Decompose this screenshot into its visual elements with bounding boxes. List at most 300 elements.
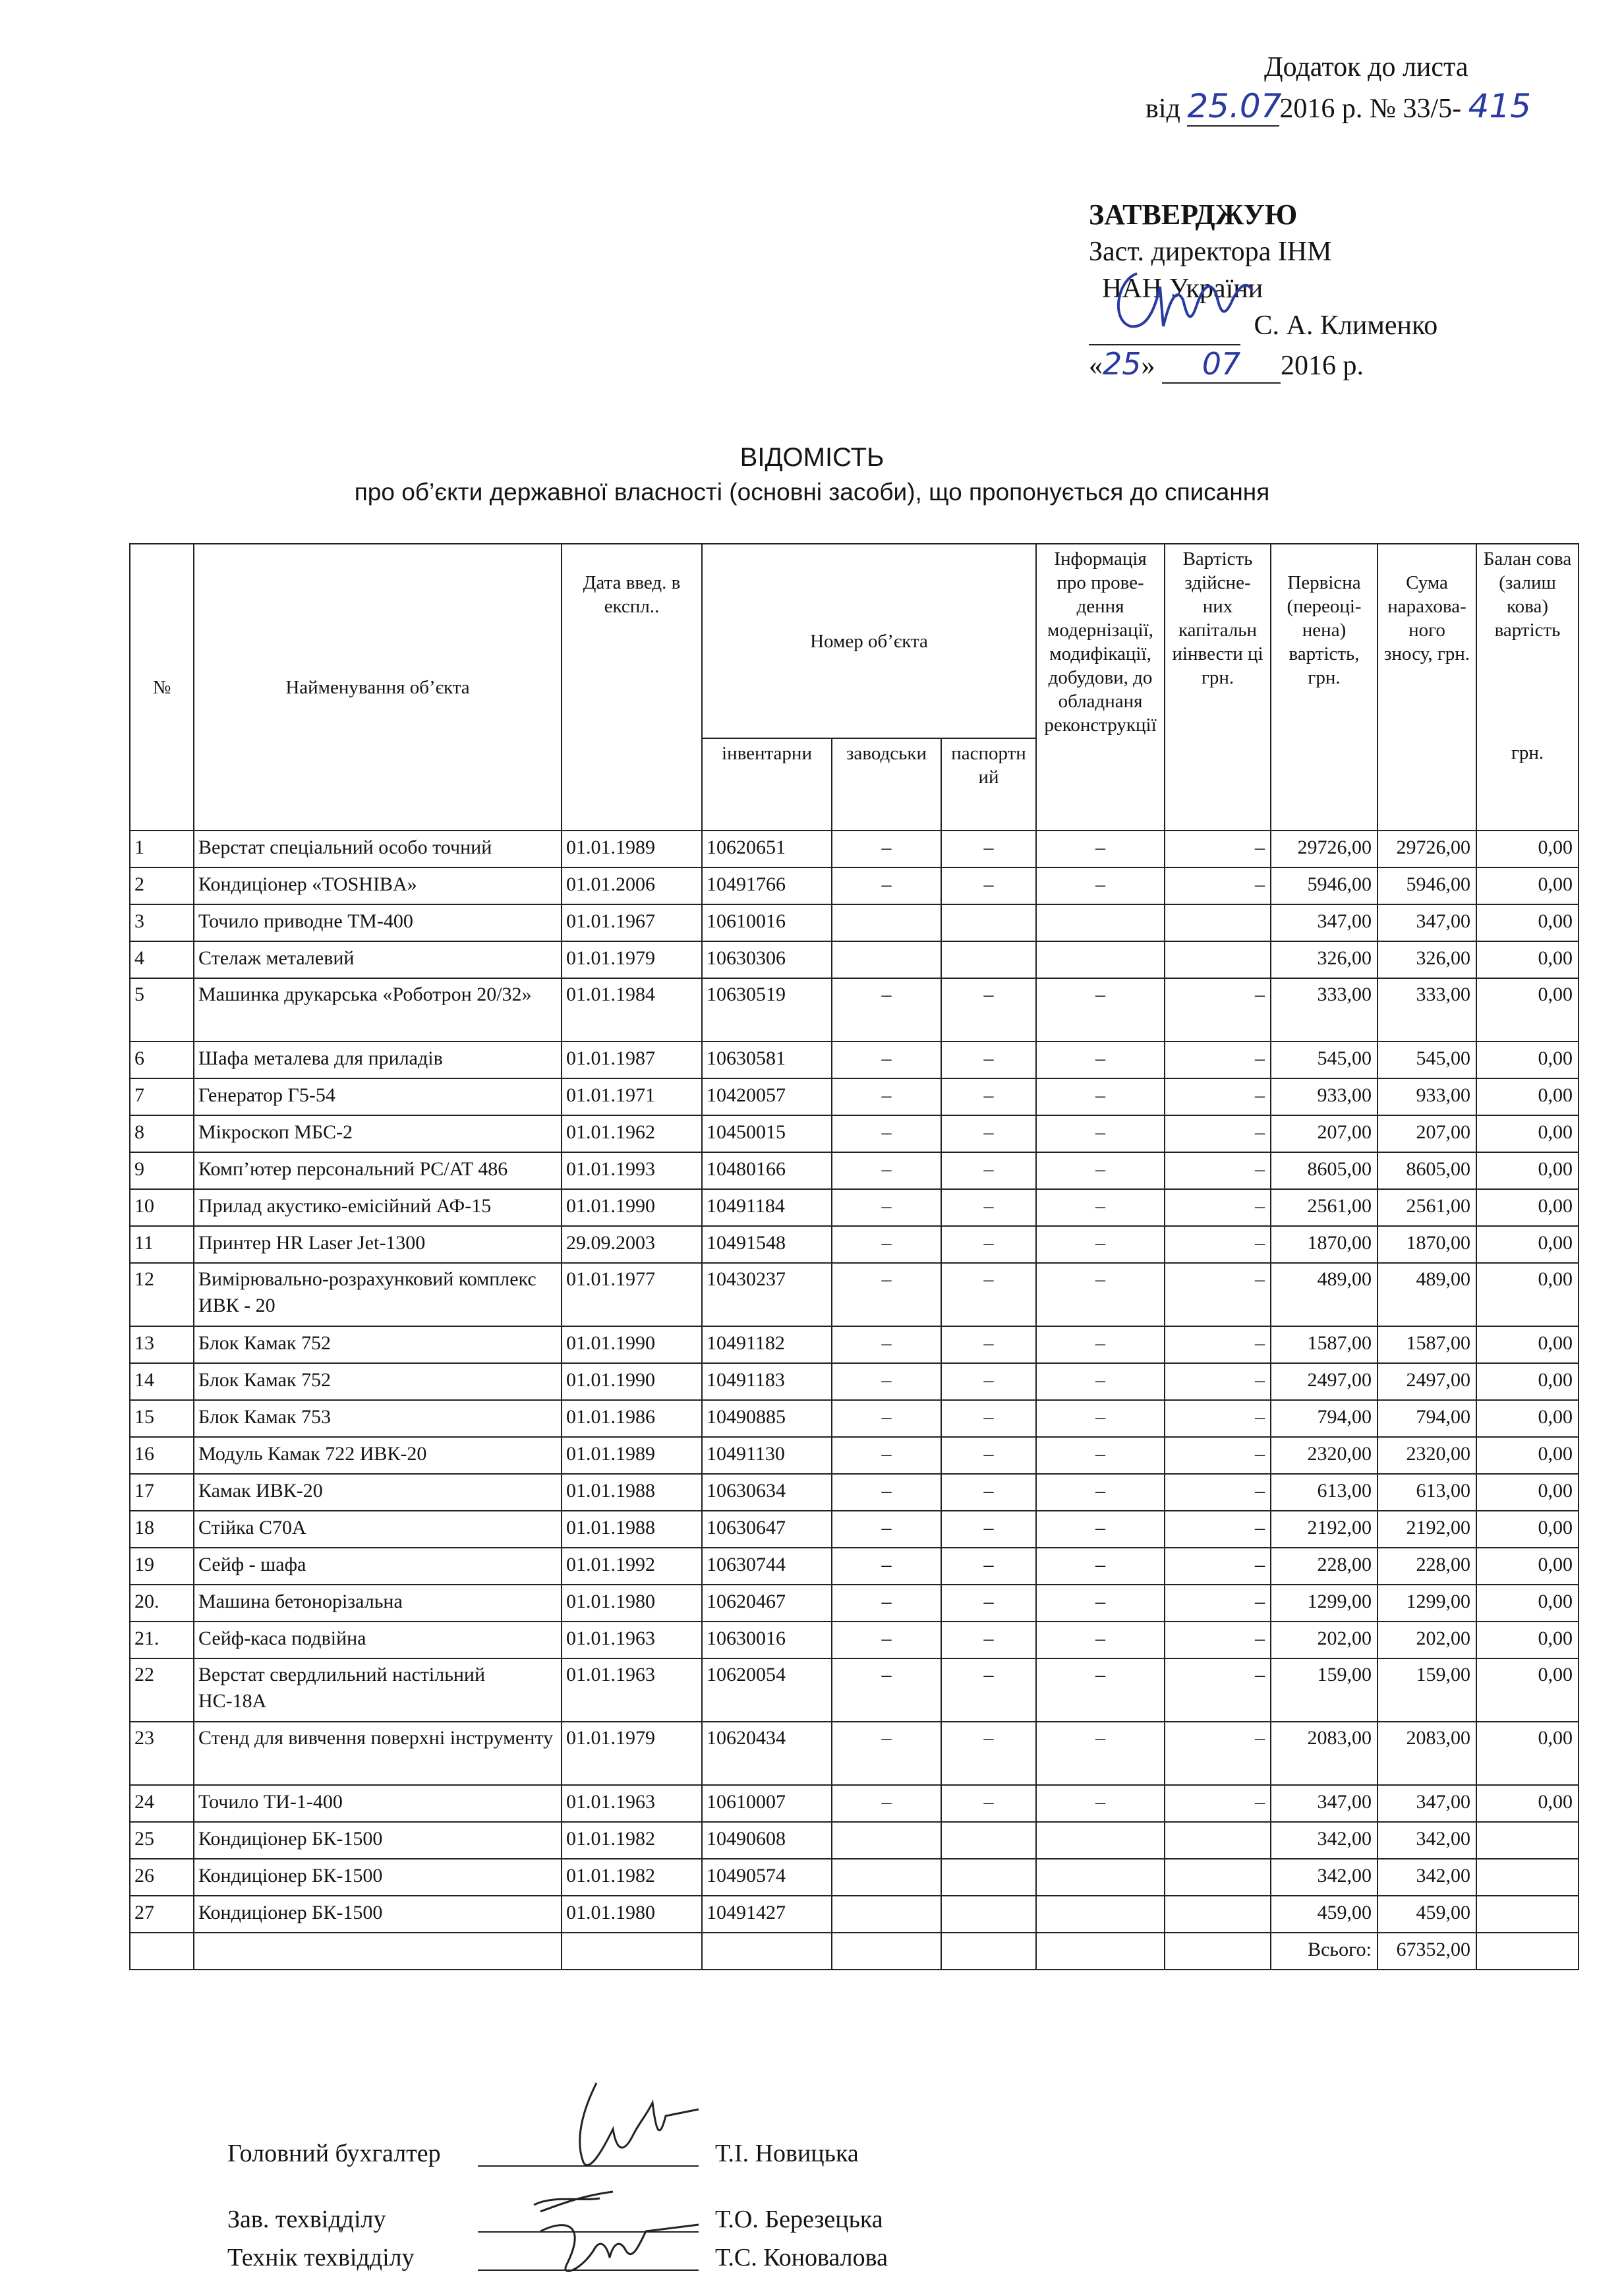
cell-depreciation: 2561,00 <box>1378 1189 1476 1226</box>
cell-name: Блок Камак 753 <box>194 1400 562 1437</box>
header-capital-blank <box>1165 738 1271 831</box>
cell-number: 19 <box>130 1548 194 1585</box>
total-empty-3 <box>562 1933 702 1970</box>
cell-passport: – <box>941 1078 1036 1115</box>
cell-date: 01.01.1979 <box>562 941 702 978</box>
table-row <box>130 831 1579 867</box>
cell-passport <box>941 1896 1036 1933</box>
cell-balance <box>1476 1822 1579 1859</box>
cell-factory <box>832 904 941 941</box>
cell-passport <box>941 1859 1036 1896</box>
cell-number: 10 <box>130 1189 194 1226</box>
cell-inventory: 10620467 <box>702 1585 832 1622</box>
cell-date: 01.01.1992 <box>562 1548 702 1585</box>
cell-modernization: – <box>1036 1152 1165 1189</box>
signer-technician <box>227 2243 888 2272</box>
cell-date: 01.01.1963 <box>562 1658 702 1722</box>
cell-number: 24 <box>130 1785 194 1822</box>
table-row <box>130 1152 1579 1189</box>
cell-number: 3 <box>130 904 194 941</box>
cell-initial-value: 1870,00 <box>1271 1226 1378 1263</box>
total-label: Всього: <box>1271 1933 1378 1970</box>
total-value: 67352,00 <box>1378 1933 1476 1970</box>
cell-inventory: 10630647 <box>702 1511 832 1548</box>
annex-line2 <box>1146 87 1531 127</box>
cell-passport: – <box>941 867 1036 904</box>
cell-factory: – <box>832 1658 941 1722</box>
approval-position-line2: НАН України <box>1102 274 1263 304</box>
cell-date: 01.01.1990 <box>562 1189 702 1226</box>
cell-factory: – <box>832 978 941 1041</box>
cell-balance: 0,00 <box>1476 1115 1579 1152</box>
cell-depreciation: 202,00 <box>1378 1622 1476 1658</box>
table-row <box>130 1859 1579 1896</box>
cell-initial-value: 489,00 <box>1271 1263 1378 1326</box>
cell-initial-value: 202,00 <box>1271 1622 1378 1658</box>
cell-depreciation: 613,00 <box>1378 1474 1476 1511</box>
cell-date: 01.01.1982 <box>562 1859 702 1896</box>
header-initial-value: Первісна (переоці-нена) вартість, грн. <box>1271 544 1378 831</box>
cell-number: 26 <box>130 1859 194 1896</box>
cell-capital <box>1165 1822 1271 1859</box>
cell-balance: 0,00 <box>1476 941 1579 978</box>
cell-inventory: 10430237 <box>702 1263 832 1326</box>
total-empty-8 <box>1165 1933 1271 1970</box>
cell-number: 1 <box>130 831 194 867</box>
approval-month-handwritten: 07 <box>1162 345 1281 384</box>
cell-capital: – <box>1165 1263 1271 1326</box>
cell-depreciation: 228,00 <box>1378 1548 1476 1585</box>
table-row <box>130 978 1579 1041</box>
cell-date: 01.01.1988 <box>562 1511 702 1548</box>
cell-modernization: – <box>1036 1263 1165 1326</box>
cell-modernization: – <box>1036 1326 1165 1363</box>
table-row <box>130 1189 1579 1226</box>
cell-date: 01.01.1984 <box>562 978 702 1041</box>
cell-name: Принтер HR Laser Jet-1300 <box>194 1226 562 1263</box>
approval-signature <box>1111 260 1282 339</box>
cell-capital: – <box>1165 1363 1271 1400</box>
cell-balance: 0,00 <box>1476 867 1579 904</box>
cell-capital: – <box>1165 831 1271 867</box>
header-name: Найменування об’єкта <box>194 544 562 831</box>
cell-number: 16 <box>130 1437 194 1474</box>
cell-capital: – <box>1165 1041 1271 1078</box>
cell-factory: – <box>832 1400 941 1437</box>
signer-name: Т.І. Новицька <box>715 2140 859 2167</box>
cell-date: 01.01.1989 <box>562 831 702 867</box>
cell-date: 01.01.1990 <box>562 1363 702 1400</box>
total-empty-5 <box>832 1933 941 1970</box>
total-empty-9 <box>1476 1933 1579 1970</box>
cell-inventory: 10630744 <box>702 1548 832 1585</box>
cell-passport: – <box>941 1622 1036 1658</box>
cell-depreciation: 347,00 <box>1378 1785 1476 1822</box>
cell-inventory: 10450015 <box>702 1115 832 1152</box>
total-empty-2 <box>194 1933 562 1970</box>
cell-name: Машина бетонорізальна <box>194 1585 562 1622</box>
cell-depreciation: 347,00 <box>1378 904 1476 941</box>
annex-prefix: від <box>1146 94 1180 124</box>
cell-number: 14 <box>130 1363 194 1400</box>
cell-factory: – <box>832 1189 941 1226</box>
cell-inventory: 10630634 <box>702 1474 832 1511</box>
cell-depreciation: 29726,00 <box>1378 831 1476 867</box>
cell-modernization: – <box>1036 1622 1165 1658</box>
cell-balance: 0,00 <box>1476 1041 1579 1078</box>
cell-date: 01.01.1967 <box>562 904 702 941</box>
table-row <box>130 1896 1579 1933</box>
approval-position-line1: Заст. директора ІНМ <box>1089 237 1332 267</box>
cell-balance: 0,00 <box>1476 1226 1579 1263</box>
cell-depreciation: 1299,00 <box>1378 1585 1476 1622</box>
cell-modernization: – <box>1036 1226 1165 1263</box>
cell-passport: – <box>941 1548 1036 1585</box>
cell-initial-value: 2320,00 <box>1271 1437 1378 1474</box>
cell-initial-value: 5946,00 <box>1271 867 1378 904</box>
signer-name: Т.С. Коновалова <box>715 2244 888 2271</box>
cell-date: 01.01.1980 <box>562 1896 702 1933</box>
signature-technician <box>527 2205 725 2284</box>
cell-passport: – <box>941 1400 1036 1437</box>
cell-number: 27 <box>130 1896 194 1933</box>
cell-date: 01.01.1980 <box>562 1585 702 1622</box>
cell-capital: – <box>1165 867 1271 904</box>
cell-inventory: 10630581 <box>702 1041 832 1078</box>
cell-number: 13 <box>130 1326 194 1363</box>
table-row <box>130 1400 1579 1437</box>
cell-passport: – <box>941 1437 1036 1474</box>
table-total-row <box>130 1933 1579 1970</box>
cell-passport: – <box>941 1152 1036 1189</box>
cell-factory: – <box>832 1115 941 1152</box>
header-balance: Балан сова (залиш кова) вартість <box>1476 544 1579 738</box>
cell-number: 11 <box>130 1226 194 1263</box>
cell-date: 01.01.1988 <box>562 1474 702 1511</box>
cell-date: 01.01.1963 <box>562 1785 702 1822</box>
cell-inventory: 10491182 <box>702 1326 832 1363</box>
cell-number: 8 <box>130 1115 194 1152</box>
cell-factory: – <box>832 1622 941 1658</box>
cell-balance: 0,00 <box>1476 1189 1579 1226</box>
cell-capital: – <box>1165 1400 1271 1437</box>
cell-capital: – <box>1165 1115 1271 1152</box>
cell-date: 01.01.1971 <box>562 1078 702 1115</box>
cell-name: Верстат спеціальний особо точний <box>194 831 562 867</box>
cell-name: Шафа металева для приладів <box>194 1041 562 1078</box>
cell-balance: 0,00 <box>1476 831 1579 867</box>
signer-role: Головний бухгалтер <box>227 2140 441 2167</box>
cell-balance: 0,00 <box>1476 1511 1579 1548</box>
cell-date: 01.01.1963 <box>562 1622 702 1658</box>
cell-factory: – <box>832 1474 941 1511</box>
cell-modernization: – <box>1036 867 1165 904</box>
cell-modernization: – <box>1036 1115 1165 1152</box>
cell-modernization: – <box>1036 978 1165 1041</box>
cell-passport: – <box>941 978 1036 1041</box>
cell-name: Генератор Г5-54 <box>194 1078 562 1115</box>
cell-capital: – <box>1165 1622 1271 1658</box>
cell-factory: – <box>832 1437 941 1474</box>
cell-inventory: 10491548 <box>702 1226 832 1263</box>
cell-name: Прилад акустико-емісійний АФ-15 <box>194 1189 562 1226</box>
cell-passport: – <box>941 831 1036 867</box>
cell-number: 21. <box>130 1622 194 1658</box>
cell-factory <box>832 941 941 978</box>
cell-number: 18 <box>130 1511 194 1548</box>
table-row <box>130 1785 1579 1822</box>
cell-factory: – <box>832 1152 941 1189</box>
cell-factory <box>832 1822 941 1859</box>
table-row <box>130 1437 1579 1474</box>
cell-depreciation: 5946,00 <box>1378 867 1476 904</box>
cell-initial-value: 1587,00 <box>1271 1326 1378 1363</box>
cell-name: Кондиціонер БК-1500 <box>194 1859 562 1896</box>
cell-capital: – <box>1165 1078 1271 1115</box>
header-date: Дата введ. в експл.. <box>562 544 702 831</box>
cell-capital: – <box>1165 1189 1271 1226</box>
cell-modernization: – <box>1036 1658 1165 1722</box>
cell-date: 01.01.1962 <box>562 1115 702 1152</box>
cell-passport <box>941 941 1036 978</box>
cell-balance: 0,00 <box>1476 1263 1579 1326</box>
cell-balance <box>1476 1859 1579 1896</box>
approval-year: 2016 р. <box>1281 351 1364 381</box>
cell-initial-value: 159,00 <box>1271 1658 1378 1722</box>
cell-balance: 0,00 <box>1476 1437 1579 1474</box>
cell-depreciation: 2192,00 <box>1378 1511 1476 1548</box>
cell-depreciation: 207,00 <box>1378 1115 1476 1152</box>
cell-capital: – <box>1165 1658 1271 1722</box>
cell-passport: – <box>941 1363 1036 1400</box>
cell-factory: – <box>832 1326 941 1363</box>
cell-initial-value: 794,00 <box>1271 1400 1378 1437</box>
cell-balance <box>1476 1896 1579 1933</box>
cell-passport: – <box>941 1511 1036 1548</box>
cell-depreciation: 459,00 <box>1378 1896 1476 1933</box>
cell-passport: – <box>941 1785 1036 1822</box>
cell-inventory: 10610016 <box>702 904 832 941</box>
cell-capital: – <box>1165 1326 1271 1363</box>
cell-initial-value: 333,00 <box>1271 978 1378 1041</box>
cell-passport: – <box>941 1226 1036 1263</box>
cell-modernization: – <box>1036 1041 1165 1078</box>
cell-modernization: – <box>1036 1363 1165 1400</box>
cell-initial-value: 342,00 <box>1271 1822 1378 1859</box>
cell-name: Комп’ютер персональний PC/AT 486 <box>194 1152 562 1189</box>
cell-inventory: 10620651 <box>702 831 832 867</box>
signer-role: Технік техвідділу <box>227 2244 415 2271</box>
cell-initial-value: 326,00 <box>1271 941 1378 978</box>
table-row <box>130 1363 1579 1400</box>
cell-balance: 0,00 <box>1476 1363 1579 1400</box>
cell-factory <box>832 1859 941 1896</box>
cell-capital: – <box>1165 1474 1271 1511</box>
cell-capital <box>1165 941 1271 978</box>
cell-depreciation: 2497,00 <box>1378 1363 1476 1400</box>
cell-depreciation: 545,00 <box>1378 1041 1476 1078</box>
header-capital-investment: Вартість здійсне-них капітальн иінвести ці грн. <box>1165 544 1271 738</box>
cell-inventory: 10491130 <box>702 1437 832 1474</box>
cell-depreciation: 489,00 <box>1378 1263 1476 1326</box>
cell-initial-value: 459,00 <box>1271 1896 1378 1933</box>
cell-inventory: 10490608 <box>702 1822 832 1859</box>
cell-name: Точило ТИ-1-400 <box>194 1785 562 1822</box>
cell-modernization: – <box>1036 1722 1165 1785</box>
cell-name: Блок Камак 752 <box>194 1326 562 1363</box>
cell-factory <box>832 1896 941 1933</box>
cell-balance: 0,00 <box>1476 1785 1579 1822</box>
cell-inventory: 10610007 <box>702 1785 832 1822</box>
cell-inventory: 10491184 <box>702 1189 832 1226</box>
cell-date: 29.09.2003 <box>562 1226 702 1263</box>
table-row <box>130 1226 1579 1263</box>
cell-inventory: 10620054 <box>702 1658 832 1722</box>
cell-name: Модуль Камак 722 ИВК-20 <box>194 1437 562 1474</box>
table-row <box>130 941 1579 978</box>
header-balance-unit: грн. <box>1476 738 1579 831</box>
approval-day-handwritten: 25 <box>1103 346 1142 382</box>
cell-modernization: – <box>1036 1548 1165 1585</box>
cell-balance: 0,00 <box>1476 1078 1579 1115</box>
cell-modernization: – <box>1036 1785 1165 1822</box>
cell-depreciation: 333,00 <box>1378 978 1476 1041</box>
signer-tech-head <box>227 2205 883 2234</box>
cell-depreciation: 1870,00 <box>1378 1226 1476 1263</box>
cell-name: Мікроскоп МБС-2 <box>194 1115 562 1152</box>
approval-title: ЗАТВЕРДЖУЮ <box>1089 198 1298 231</box>
signer-chief-accountant <box>227 2139 859 2168</box>
cell-inventory: 10491183 <box>702 1363 832 1400</box>
cell-factory: – <box>832 1226 941 1263</box>
cell-factory: – <box>832 1078 941 1115</box>
cell-capital: – <box>1165 1511 1271 1548</box>
cell-date: 01.01.1987 <box>562 1041 702 1078</box>
cell-passport: – <box>941 1115 1036 1152</box>
cell-modernization <box>1036 941 1165 978</box>
cell-capital <box>1165 1896 1271 1933</box>
header-num: № <box>130 544 194 831</box>
cell-date: 01.01.1977 <box>562 1263 702 1326</box>
cell-number: 23 <box>130 1722 194 1785</box>
cell-inventory: 10491427 <box>702 1896 832 1933</box>
header-object-number: Номер об’єкта <box>702 544 1036 738</box>
annex-number-handwritten: 415 <box>1468 87 1532 125</box>
cell-modernization: – <box>1036 1400 1165 1437</box>
cell-inventory: 10630519 <box>702 978 832 1041</box>
table-row <box>130 1548 1579 1585</box>
cell-date: 01.01.1993 <box>562 1152 702 1189</box>
document-title: ВІДОМІСТЬ <box>740 443 884 472</box>
header-depreciation: Сума нарахова-ного зносу, грн. <box>1378 544 1476 831</box>
cell-balance: 0,00 <box>1476 1622 1579 1658</box>
cell-inventory: 10490885 <box>702 1400 832 1437</box>
cell-balance: 0,00 <box>1476 1548 1579 1585</box>
table-row <box>130 1115 1579 1152</box>
cell-inventory: 10630016 <box>702 1622 832 1658</box>
table-row <box>130 867 1579 904</box>
cell-name: Стелаж металевий <box>194 941 562 978</box>
cell-number: 25 <box>130 1822 194 1859</box>
cell-inventory: 10480166 <box>702 1152 832 1189</box>
cell-passport: – <box>941 1041 1036 1078</box>
cell-name: Вимірювально-розрахунковий комплекс ИВК - 20 <box>194 1263 562 1326</box>
cell-balance: 0,00 <box>1476 1585 1579 1622</box>
cell-balance: 0,00 <box>1476 978 1579 1041</box>
assets-table <box>129 543 1579 1970</box>
cell-number: 6 <box>130 1041 194 1078</box>
cell-inventory: 10420057 <box>702 1078 832 1115</box>
total-empty-4 <box>702 1933 832 1970</box>
cell-passport <box>941 1822 1036 1859</box>
cell-name: Стенд для вивчення поверхні інструменту <box>194 1722 562 1785</box>
cell-initial-value: 545,00 <box>1271 1041 1378 1078</box>
cell-name: Камак ИВК-20 <box>194 1474 562 1511</box>
cell-capital: – <box>1165 978 1271 1041</box>
cell-inventory: 10630306 <box>702 941 832 978</box>
cell-modernization: – <box>1036 1078 1165 1115</box>
cell-modernization <box>1036 1896 1165 1933</box>
cell-number: 4 <box>130 941 194 978</box>
cell-depreciation: 326,00 <box>1378 941 1476 978</box>
cell-passport: – <box>941 1722 1036 1785</box>
cell-modernization: – <box>1036 1189 1165 1226</box>
cell-initial-value: 207,00 <box>1271 1115 1378 1152</box>
cell-factory: – <box>832 1548 941 1585</box>
cell-passport <box>941 904 1036 941</box>
cell-initial-value: 2497,00 <box>1271 1363 1378 1400</box>
header-passport: паспортн ий <box>941 738 1036 831</box>
approval-date-row <box>1089 345 1437 384</box>
cell-date: 01.01.1989 <box>562 1437 702 1474</box>
table-row <box>130 1822 1579 1859</box>
cell-capital: – <box>1165 1722 1271 1785</box>
cell-name: Сейф - шафа <box>194 1548 562 1585</box>
cell-initial-value: 8605,00 <box>1271 1152 1378 1189</box>
cell-factory: – <box>832 1785 941 1822</box>
cell-name: Верстат свердлильний настільний НС-18А <box>194 1658 562 1722</box>
cell-factory: – <box>832 1263 941 1326</box>
cell-initial-value: 933,00 <box>1271 1078 1378 1115</box>
cell-name: Блок Камак 752 <box>194 1363 562 1400</box>
cell-number: 20. <box>130 1585 194 1622</box>
cell-name: Кондиціонер БК-1500 <box>194 1822 562 1859</box>
cell-modernization: – <box>1036 1437 1165 1474</box>
annex-line1: Додаток до листа <box>1264 52 1468 82</box>
cell-depreciation: 342,00 <box>1378 1859 1476 1896</box>
cell-passport: – <box>941 1263 1036 1326</box>
total-empty-6 <box>941 1933 1036 1970</box>
cell-factory: – <box>832 1511 941 1548</box>
cell-modernization: – <box>1036 1585 1165 1622</box>
cell-number: 7 <box>130 1078 194 1115</box>
cell-modernization <box>1036 904 1165 941</box>
cell-passport: – <box>941 1658 1036 1722</box>
cell-balance: 0,00 <box>1476 1722 1579 1785</box>
cell-initial-value: 347,00 <box>1271 904 1378 941</box>
cell-number: 15 <box>130 1400 194 1437</box>
cell-depreciation: 342,00 <box>1378 1822 1476 1859</box>
cell-depreciation: 2320,00 <box>1378 1437 1476 1474</box>
cell-initial-value: 613,00 <box>1271 1474 1378 1511</box>
cell-passport: – <box>941 1326 1036 1363</box>
cell-balance: 0,00 <box>1476 1326 1579 1363</box>
signer-role: Зав. техвідділу <box>227 2206 386 2233</box>
cell-depreciation: 933,00 <box>1378 1078 1476 1115</box>
cell-factory: – <box>832 1363 941 1400</box>
cell-inventory: 10620434 <box>702 1722 832 1785</box>
table-header-row-1 <box>130 544 1579 738</box>
